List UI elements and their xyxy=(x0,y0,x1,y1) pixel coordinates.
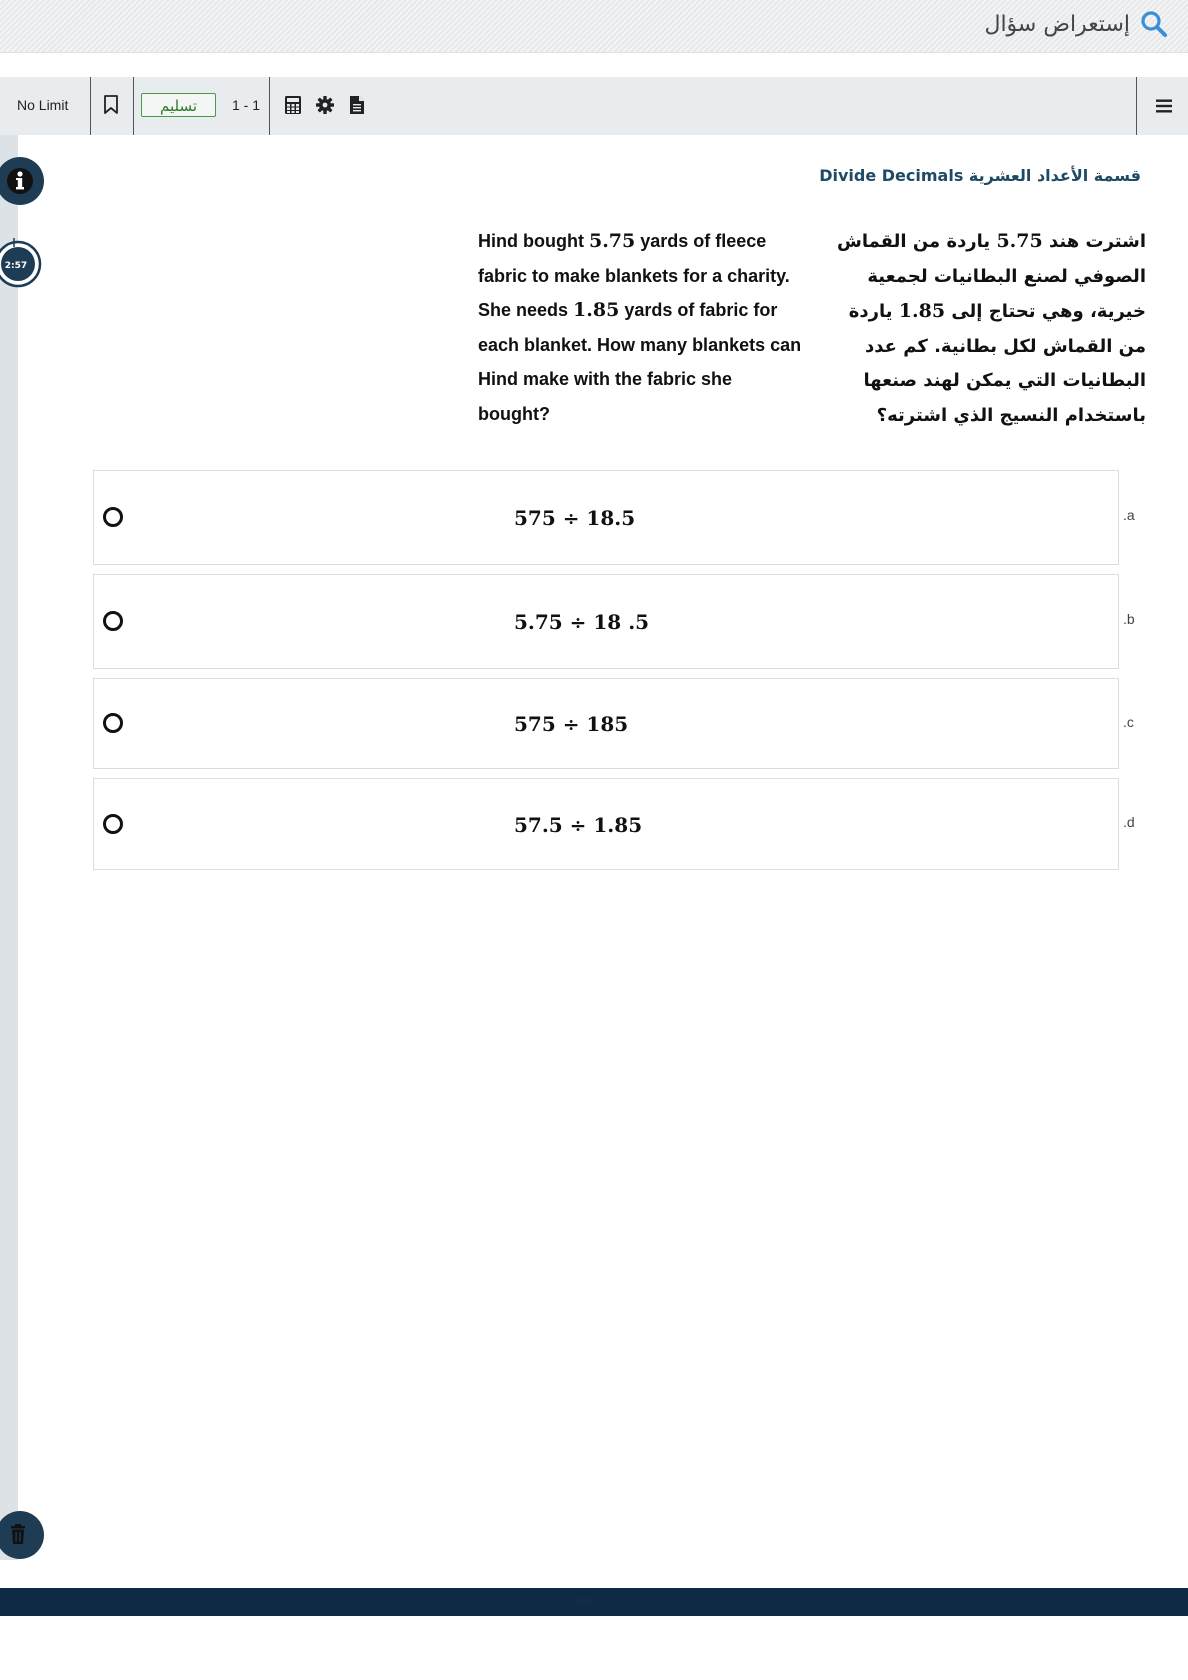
radio-button[interactable] xyxy=(103,507,123,527)
timer-ring-icon xyxy=(0,237,42,289)
trash-icon xyxy=(0,1511,44,1559)
toolbar-divider xyxy=(269,77,270,135)
answer-option-a[interactable] xyxy=(93,470,1119,565)
timer-value: 2:57 xyxy=(4,261,28,271)
progress-bar xyxy=(0,1588,1188,1616)
option-text: 57.5 ÷ 1.85 xyxy=(514,813,643,837)
timer xyxy=(0,237,42,289)
submit-button[interactable]: تسليم xyxy=(141,93,216,117)
gear-icon[interactable] xyxy=(315,95,335,115)
question-text-arabic: اشترت هند 5.75 ياردة من القماش الصوفي لصنع البطانيات لجمعية خيرية، وهي تحتاج إلى 1.85 ياردة من القماش لكل بطانية. كم عدد البطانيات التي يمكن لهند صنعها باستخدام النسيج الذي اشترته؟ xyxy=(837,230,1146,426)
left-rail xyxy=(0,135,18,1560)
toolbar xyxy=(0,77,1188,135)
toolbar-divider xyxy=(133,77,134,135)
question-text-english: Hind bought 5.75 yards of fleece fabric to make blankets for a charity. She needs 1.85 yards of fabric for each blanket. How many blankets can Hind make with the fabric she bought? xyxy=(478,230,802,424)
delete-button[interactable] xyxy=(0,1511,44,1559)
radio-button[interactable] xyxy=(103,611,123,631)
time-limit-label: No Limit xyxy=(17,97,69,113)
document-icon[interactable] xyxy=(347,95,367,115)
option-text: 575 ÷ 185 xyxy=(514,712,629,736)
answer-option-d[interactable] xyxy=(93,778,1119,870)
info-button[interactable] xyxy=(0,157,44,205)
option-letter: .c xyxy=(1123,714,1134,730)
option-letter: .a xyxy=(1123,507,1135,523)
option-letter: .d xyxy=(1123,814,1135,830)
progress-label: 0% xyxy=(575,1595,593,1609)
toolbar-divider xyxy=(1136,77,1137,135)
page-indicator: 1 - 1 xyxy=(232,97,261,113)
page-title: إستعراض سؤال xyxy=(984,12,1130,37)
subject-title: قسمة الأعداد العشرية Divide Decimals xyxy=(819,166,1141,185)
option-text: 5.75 ÷ 18 .5 xyxy=(514,610,650,634)
radio-button[interactable] xyxy=(103,713,123,733)
radio-button[interactable] xyxy=(103,814,123,834)
answer-option-c[interactable] xyxy=(93,678,1119,769)
option-text: 575 ÷ 18.5 xyxy=(514,506,636,530)
info-icon xyxy=(0,157,44,205)
top-header xyxy=(0,0,1188,53)
hamburger-menu-icon[interactable] xyxy=(1154,96,1174,116)
search-icon[interactable] xyxy=(1140,10,1168,38)
calculator-icon[interactable] xyxy=(283,95,303,115)
option-letter: .b xyxy=(1123,611,1135,627)
toolbar-divider xyxy=(90,77,91,135)
answer-option-b[interactable] xyxy=(93,574,1119,669)
bookmark-icon[interactable] xyxy=(103,95,119,115)
